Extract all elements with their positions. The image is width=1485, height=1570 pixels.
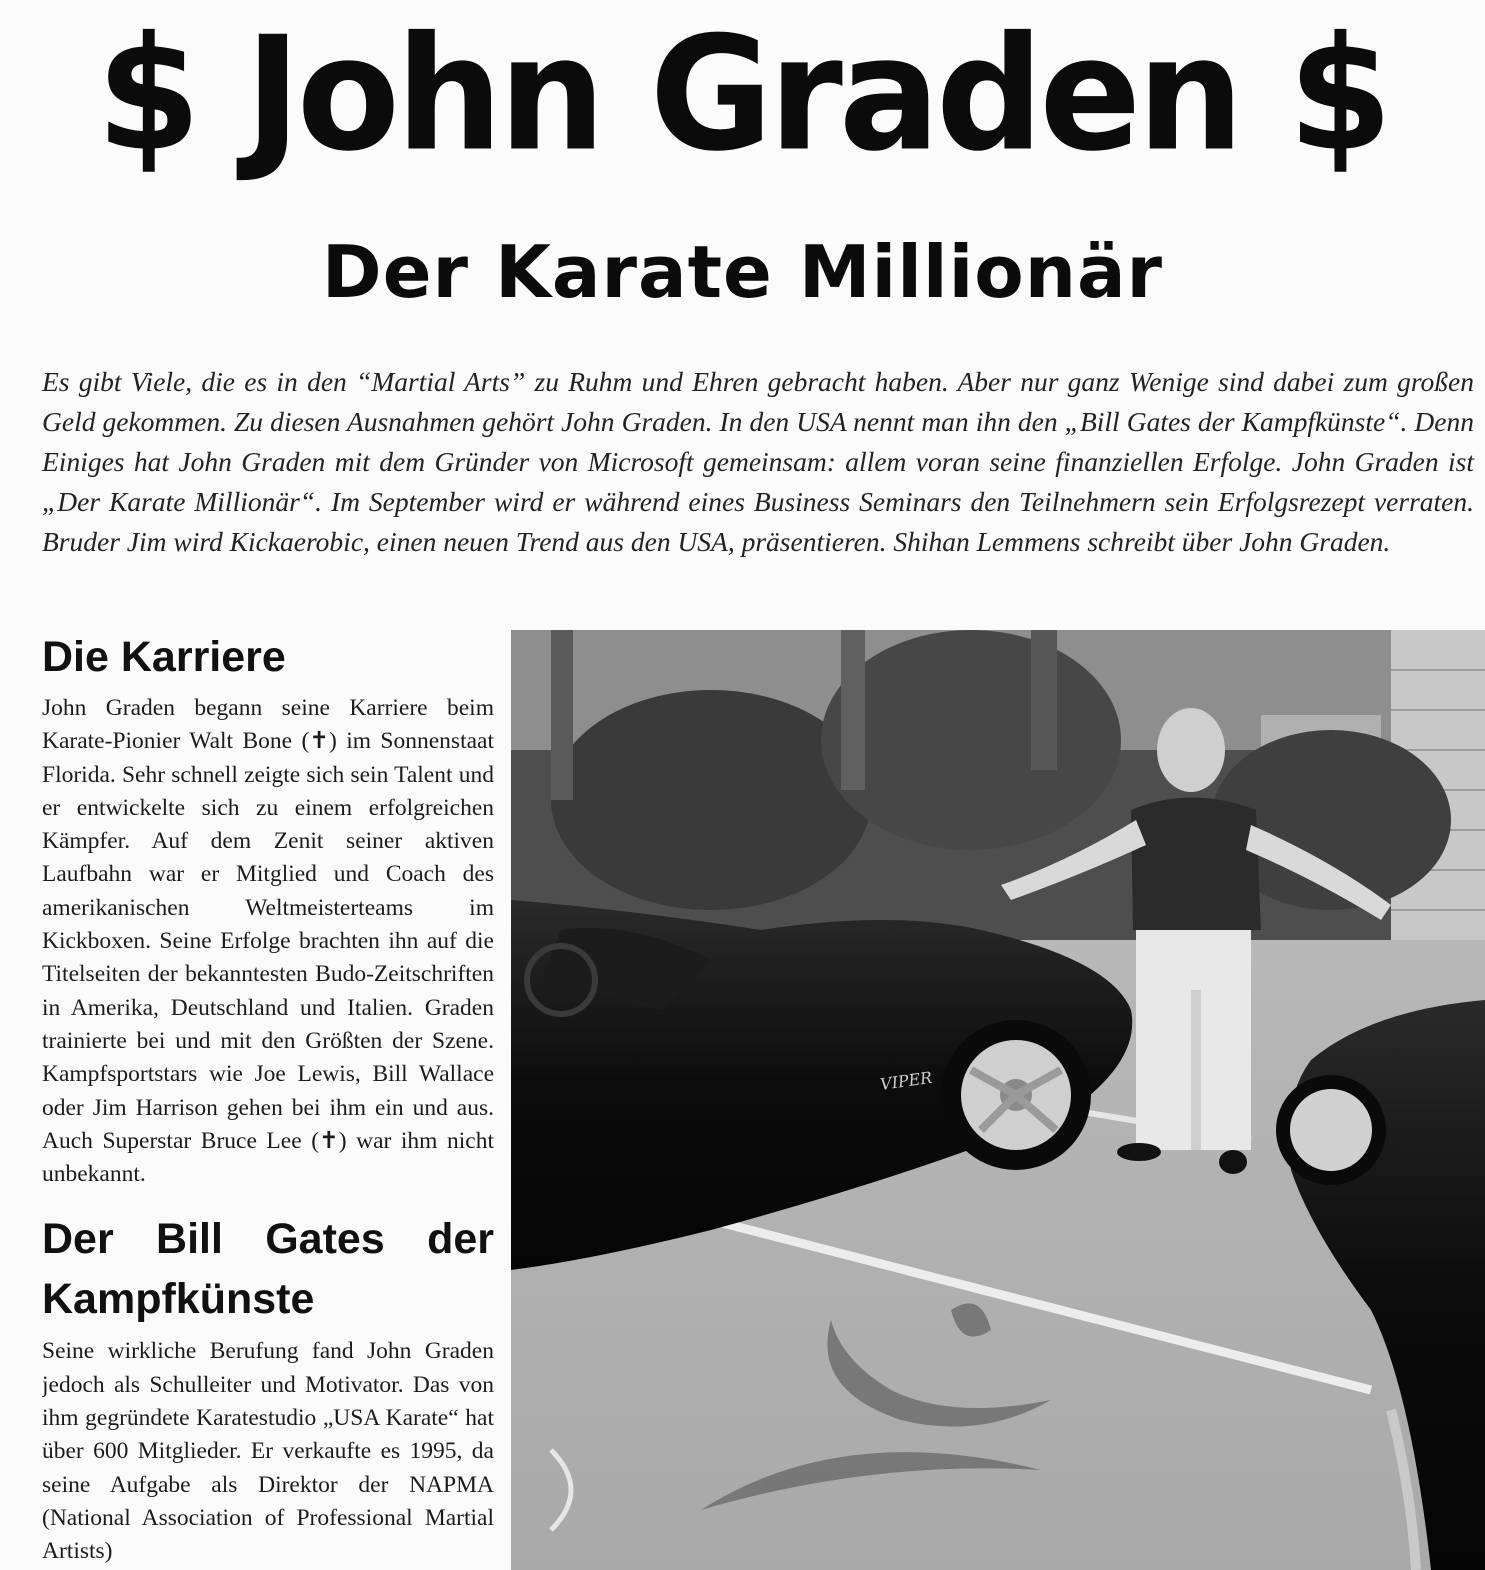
intro-paragraph: Es gibt Viele, die es in den “Martial Arts” zu Ruhm und Ehren gebracht haben. Aber nur ganz Wenige sind dabei zum großen Geld gekommen. Zu diesen Ausnahmen gehört John Graden. In den USA nennt man ihn den „Bill Gates der Kampfkünste“. Denn Einiges hat John Graden mit dem Gründer von Microsoft gemeinsam: allem voran seine finanziellen Erfolge. John Graden ist „Der Karate Millionär“. Im September wird er während eines Business Seminars den Teilnehmern sein Erfolgsrezept verraten. Bruder Jim wird Kickaerobic, einen neuen Trend aus den USA, präsentieren. Shihan Lemmens schreibt über John Graden. (42, 366, 1474, 557)
section-body-karriere: John Graden begann seine Karriere beim Karate-Pionier Walt Bone (✝) im Sonnenstaat Florida. Sehr schnell zeigte sich sein Talent und er entwickelte sich zu einem erfolgreichen Kämpfer. Auf dem Zenit seiner aktiven Laufbahn war er Mitglied und Coach des amerikanischen Weltmeisterteams im Kickboxen. Seine Erfolge brachten ihn auf die Titelseiten der bekanntesten Budo-Zeitschriften in Amerika, Deutschland und Italien. Graden trainierte bei und mit den Größten der Szene. Kampfsportstars wie Joe Lewis, Bill Wallace oder Jim Harrison gehen bei ihm ein und aus. Auch Superstar Bruce Lee (✝) war ihm nicht unbekannt. (42, 695, 494, 1188)
page-headline: $ John Graden $ (96, 3, 1389, 187)
page-subheadline: Der Karate Millionär (321, 230, 1164, 314)
tree-trunk (841, 630, 865, 790)
man-head (1157, 708, 1225, 792)
section-body-bill-gates: Seine wirkliche Berufung fand John Graden jedoch als Schulleiter und Motivator. Das von ihm gegründete Karatestudio „USA Karate“ hat über 600 Mitglieder. Er verkaufte es 1995, da seine Aufgabe als Direktor der NAPMA (National Association of Professional Martial Artists) (42, 1338, 494, 1565)
article-column (42, 628, 494, 1570)
photo-illustration (511, 630, 1485, 1570)
section-heading-karriere: Die Karriere (42, 633, 286, 681)
man-shirt (1131, 798, 1261, 931)
article-photo (511, 630, 1485, 1570)
tree-trunk (1031, 630, 1057, 770)
tree-trunk (551, 630, 573, 800)
car-wheel (1283, 1082, 1379, 1178)
car-badge: VIPER (878, 1067, 934, 1094)
section-heading-bill-gates: Der Bill Gates der Kampfkünste (42, 1215, 494, 1324)
shrub (821, 630, 1121, 850)
